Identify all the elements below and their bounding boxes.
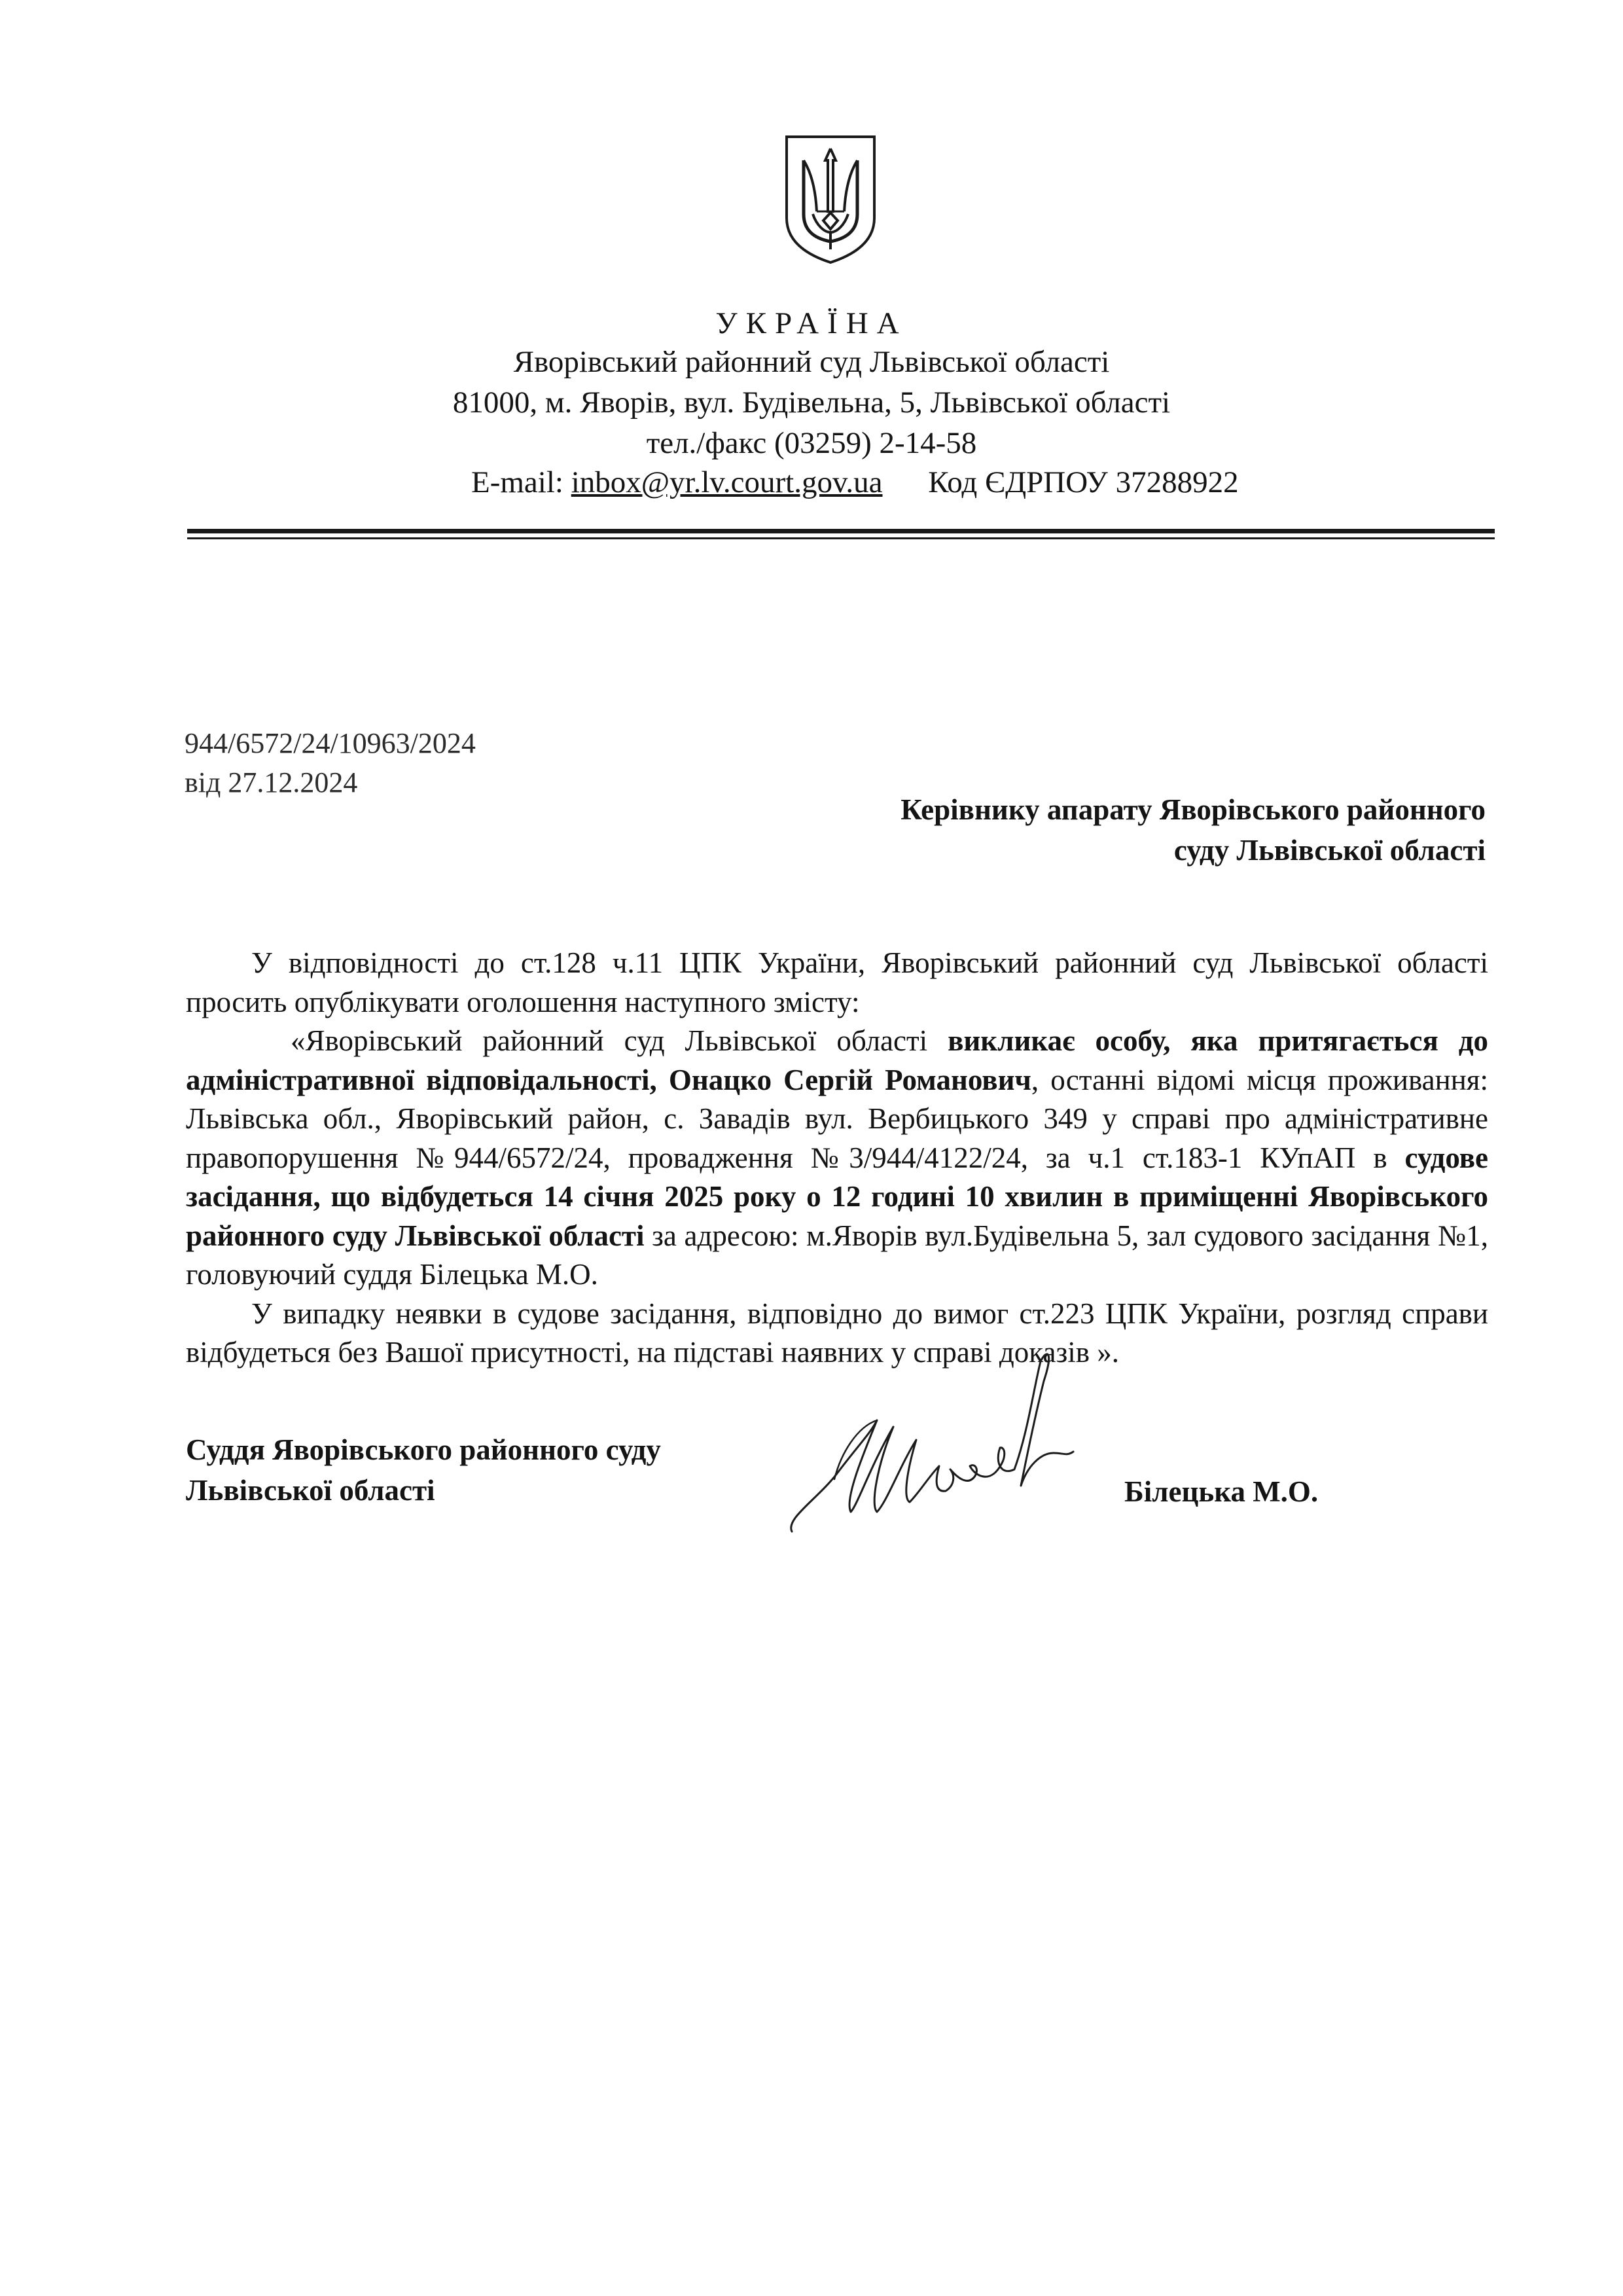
- addressee-line-1: Керівнику апарату Яворівського районного: [901, 793, 1486, 826]
- court-phone: тел./факс (03259) 2-14-58: [646, 426, 977, 460]
- tryzub-emblem-icon: [784, 134, 877, 265]
- court-name: Яворівський районний суд Львівської області: [513, 345, 1110, 379]
- signer-title: [186, 1429, 661, 1511]
- header-divider-thick: [187, 529, 1495, 533]
- announcement-intro: «Яворівський районний суд Львівської області: [291, 1024, 948, 1057]
- court-address: 81000, м. Яворів, вул. Будівельна, 5, Львівської області: [452, 386, 1171, 420]
- handwritten-signature: [779, 1335, 1080, 1551]
- body-paragraph-request: У відповідності до ст.128 ч.11 ЦПК України, Яворівський районний суд Львівської області просить опублікувати оголошення наступного змісту:: [186, 946, 1488, 1018]
- body-paragraph-announcement: [186, 1022, 1488, 1295]
- addressee: [901, 789, 1486, 870]
- letter-body: [186, 944, 1488, 1372]
- signer-name: Білецька М.О.: [1124, 1475, 1319, 1508]
- outgoing-date: від 27.12.2024: [185, 766, 358, 798]
- hearing-address: за адресою: м.Яворів вул.Будівельна 5, зал судового засідання №1, головуючий суддя Білецька М.О.: [186, 1219, 1488, 1291]
- body-paragraph-absence: У випадку неявки в судове засідання, відповідно до вимог ст.223 ЦПК України, розгляд справи відбудеться без Вашої присутності, на підставі наявних у справі доказів ».: [186, 1297, 1488, 1369]
- signer-title-line-2: Львівської області: [186, 1474, 435, 1507]
- summoned-person: викликає особу, яка притягається до адміністративної відповідальності, Онацко Сергій Романович: [186, 1024, 1488, 1096]
- country-title: УКРАЇНА: [715, 306, 908, 340]
- email-label: E-mail:: [471, 465, 563, 499]
- addressee-line-2: суду Львівської області: [1173, 834, 1486, 867]
- signer-title-line-1: Суддя Яворівського районного суду: [186, 1433, 661, 1466]
- edrpou-code: Код ЄДРПОУ 37288922: [928, 465, 1239, 499]
- outgoing-number: 944/6572/24/10963/2024: [185, 727, 476, 759]
- hearing-date-time: судове засідання, що відбудеться 14 січня 2025 року о 12 годині 10 хвилин в приміщенні Яворівського районного суду Львівської області: [186, 1141, 1488, 1252]
- header-divider-thin: [187, 537, 1495, 539]
- case-details: , останні відомі місця проживання: Львівська обл., Яворівський район, с. Завадів вул. Вербицького 349 у справі про адміністративне правопорушення №944/6572/24, провадження №3/944/4122/24, за ч.1 ст.183-1 КУпАП в: [186, 1063, 1488, 1174]
- contact-line: [471, 462, 1239, 503]
- email-link[interactable]: inbox@yr.lv.court.gov.ua: [571, 465, 883, 499]
